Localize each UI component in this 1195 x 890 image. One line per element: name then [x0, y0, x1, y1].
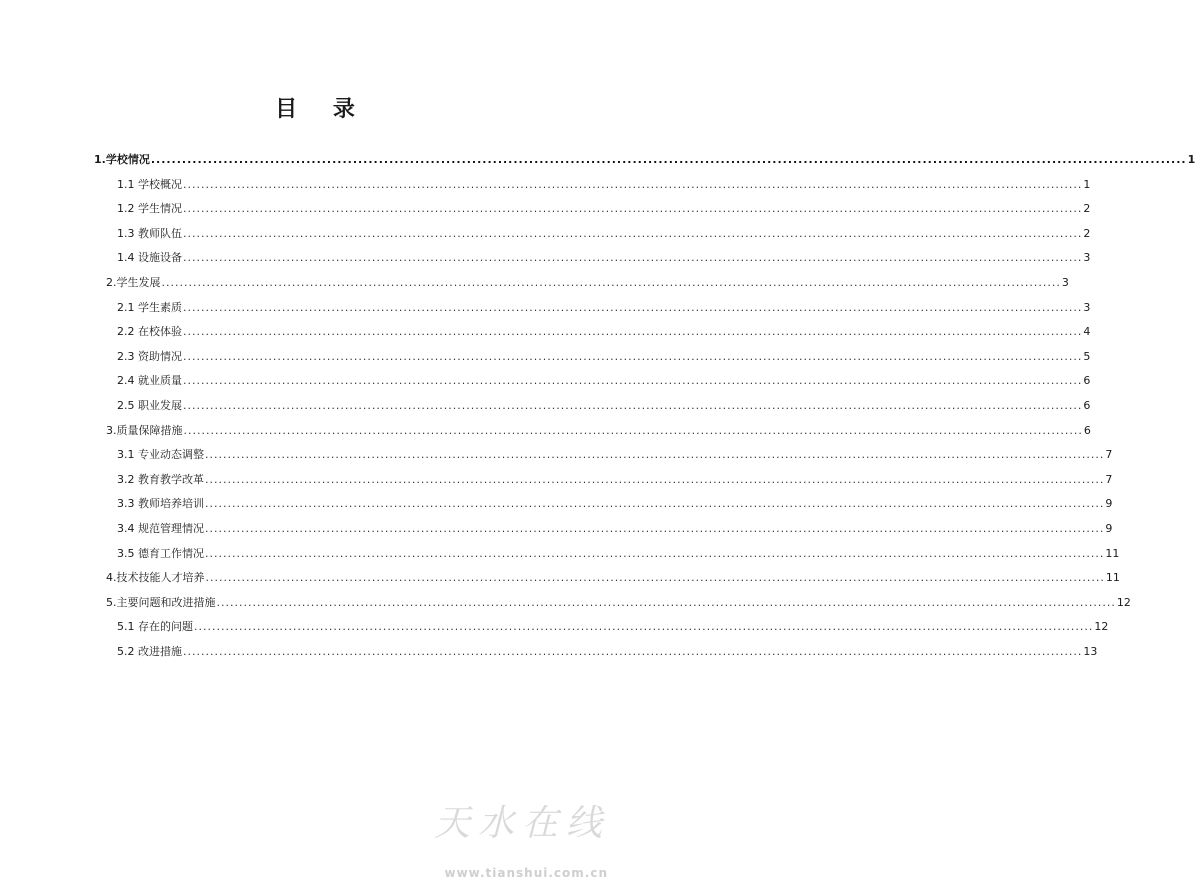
toc-entry-label: 1.3 教师队伍 — [117, 226, 182, 240]
toc-dot-leader: ........................................................................................................................................................................................................ — [183, 374, 1083, 388]
toc-dot-leader: ........................................................................................................................................................................................................ — [161, 276, 1061, 289]
toc-subsection-entry[interactable] — [117, 226, 1091, 241]
toc-entry-label: 3.4 规范管理情况 — [117, 522, 204, 535]
toc-page-number: 1 — [1187, 153, 1195, 166]
toc-dot-leader: ........................................................................................................................................................................................................ — [183, 300, 1083, 314]
toc-dot-leader: ........................................................................................................................................................................................................ — [205, 472, 1105, 486]
toc-entry-label: 4.技术技能人才培养 — [106, 571, 205, 585]
toc-section-entry[interactable] — [106, 595, 1131, 610]
toc-dot-leader: ........................................................................................................................................................................................................ — [205, 448, 1105, 462]
toc-subsection-entry[interactable] — [117, 522, 1113, 536]
toc-entry-label: 2.1 学生素质 — [117, 300, 182, 314]
toc-entry-label: 1.2 学生情况 — [117, 202, 182, 216]
toc-subsection-entry[interactable] — [117, 300, 1091, 315]
watermark-logo: 天水在线 — [433, 803, 610, 844]
toc-entry-label: 5.1 存在的问题 — [117, 620, 193, 634]
toc-section-entry[interactable] — [106, 276, 1069, 290]
toc-subsection-entry[interactable] — [117, 448, 1113, 462]
toc-dot-leader: ........................................................................................................................................................................................................ — [183, 423, 1083, 437]
toc-dot-leader: ........................................................................................................................................................................................................ — [205, 522, 1105, 535]
toc-subsection-entry[interactable] — [117, 546, 1120, 561]
toc-dot-leader: ........................................................................................................................................................................................................ — [183, 349, 1083, 363]
toc-page-number: 7 — [1105, 448, 1113, 462]
toc-page-number: 3 — [1083, 300, 1091, 314]
toc-entry-label: 5.主要问题和改进措施 — [106, 595, 216, 609]
toc-dot-leader: ........................................................................................................................................................................................................ — [183, 645, 1083, 658]
toc-page-number: 6 — [1083, 374, 1091, 388]
toc-subsection-entry[interactable] — [117, 251, 1091, 265]
toc-entry-label: 2.4 就业质量 — [117, 374, 182, 388]
toc-page-number: 5 — [1083, 349, 1091, 363]
toc-page-number: 12 — [1116, 595, 1131, 609]
toc-subsection-entry[interactable] — [117, 645, 1098, 659]
toc-section-entry[interactable] — [94, 153, 1195, 167]
toc-page-number: 13 — [1083, 645, 1098, 658]
toc-entry-label: 5.2 改进措施 — [117, 645, 182, 658]
toc-subsection-entry[interactable] — [117, 177, 1091, 192]
toc-page-number: 3 — [1061, 276, 1069, 289]
toc-page-number: 11 — [1105, 571, 1120, 585]
toc-page-number: 1 — [1083, 177, 1091, 191]
toc-page-number: 3 — [1083, 251, 1091, 265]
toc-entry-label: 3.5 德育工作情况 — [117, 546, 204, 560]
toc-page-number: 6 — [1083, 399, 1091, 412]
toc-dot-leader: ........................................................................................................................................................................................................ — [183, 399, 1083, 412]
toc-page-number: 9 — [1105, 497, 1113, 511]
toc-page-number: 7 — [1105, 472, 1113, 486]
toc-subsection-entry[interactable] — [117, 399, 1091, 413]
toc-entry-label: 1.1 学校概况 — [117, 177, 182, 191]
toc-entry-label: 2.5 职业发展 — [117, 399, 182, 412]
toc-subsection-entry[interactable] — [117, 374, 1091, 388]
toc-page-number: 12 — [1094, 620, 1109, 634]
toc-subsection-entry[interactable] — [117, 497, 1113, 511]
toc-dot-leader: ........................................................................................................................................................................................................ — [183, 251, 1083, 265]
toc-subsection-entry[interactable] — [117, 349, 1091, 364]
toc-section-entry[interactable] — [106, 571, 1120, 585]
watermark-url: www.tianshui.com.cn — [444, 866, 608, 880]
toc-entry-label: 2.3 资助情况 — [117, 349, 182, 363]
toc-entry-label: 1.4 设施设备 — [117, 251, 182, 265]
toc-page-number: 2 — [1083, 226, 1091, 240]
toc-page-number: 9 — [1105, 522, 1113, 535]
toc-page-number: 6 — [1083, 423, 1091, 437]
toc-subsection-entry[interactable] — [117, 202, 1091, 216]
toc-entry-label: 3.2 教育教学改革 — [117, 472, 204, 486]
toc-page-number: 4 — [1083, 325, 1091, 339]
toc-dot-leader: ........................................................................................................................................................................................................ — [183, 202, 1083, 216]
toc-dot-leader: ........................................................................................................................................................................................................ — [150, 153, 1187, 166]
toc-title: 目 录 — [275, 96, 369, 122]
toc-dot-leader: ........................................................................................................................................................................................................ — [216, 595, 1116, 609]
toc-section-entry[interactable] — [106, 423, 1091, 438]
toc-dot-leader: ........................................................................................................................................................................................................ — [183, 325, 1083, 339]
toc-dot-leader: ........................................................................................................................................................................................................ — [205, 571, 1105, 585]
toc-page-number: 11 — [1105, 546, 1120, 560]
toc-dot-leader: ........................................................................................................................................................................................................ — [194, 620, 1094, 634]
toc-entry-label: 2.学生发展 — [106, 276, 161, 289]
toc-page-number: 2 — [1083, 202, 1091, 216]
toc-entry-label: 3.3 教师培养培训 — [117, 497, 204, 511]
toc-entry-label: 3.1 专业动态调整 — [117, 448, 204, 462]
toc-entry-label: 3.质量保障措施 — [106, 423, 183, 437]
toc-subsection-entry[interactable] — [117, 325, 1091, 339]
toc-subsection-entry[interactable] — [117, 472, 1113, 487]
toc-dot-leader: ........................................................................................................................................................................................................ — [183, 177, 1083, 191]
toc-dot-leader: ........................................................................................................................................................................................................ — [183, 226, 1083, 240]
toc-dot-leader: ........................................................................................................................................................................................................ — [205, 497, 1105, 511]
toc-entry-label: 2.2 在校体验 — [117, 325, 182, 339]
toc-entry-label: 1.学校情况 — [94, 153, 150, 166]
toc-dot-leader: ........................................................................................................................................................................................................ — [205, 546, 1105, 560]
toc-subsection-entry[interactable] — [117, 620, 1109, 634]
